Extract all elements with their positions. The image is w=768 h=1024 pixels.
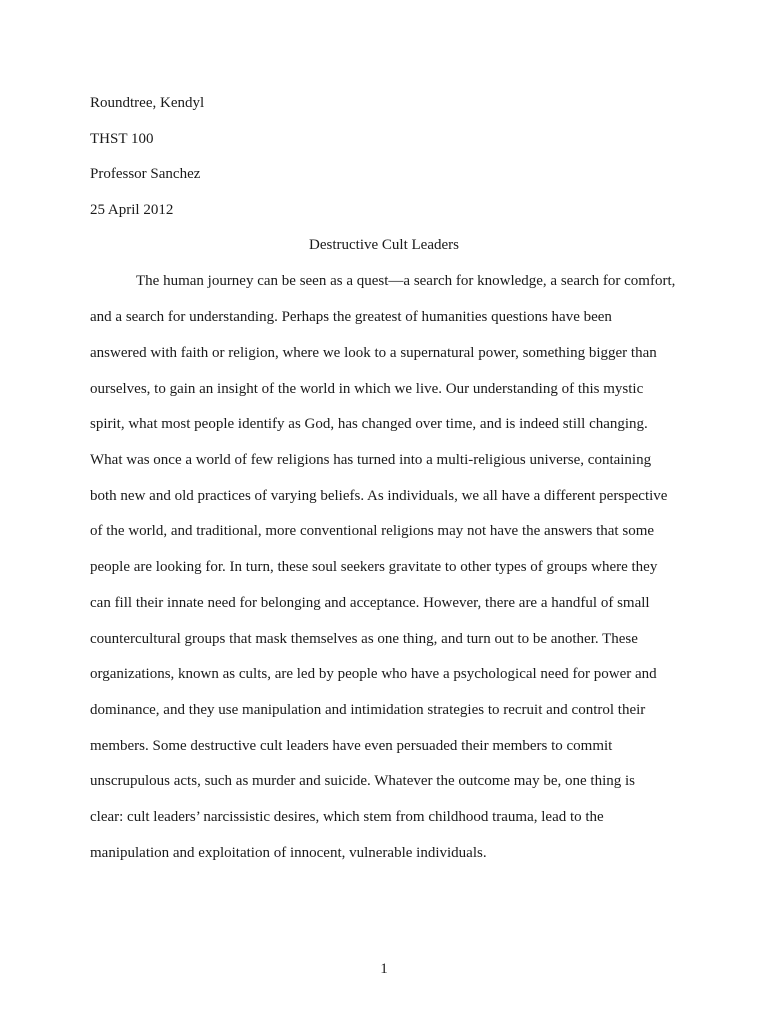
essay-title: Destructive Cult Leaders: [309, 237, 459, 253]
professor-name: Professor Sanchez: [90, 166, 201, 182]
document-date: 25 April 2012: [90, 202, 174, 218]
author-name: Roundtree, Kendyl: [90, 95, 205, 111]
body-line: answered with faith or religion, where we look to a supernatural power, something bigger than: [90, 345, 657, 361]
body-line: spirit, what most people identify as God, has changed over time, and is indeed still changing.: [90, 416, 648, 432]
page-number: 1: [380, 961, 388, 977]
body-line: countercultural groups that mask themselves as one thing, and turn out to be another. These: [90, 631, 638, 647]
body-line: ourselves, to gain an insight of the world in which we live. Our understanding of this mystic: [90, 381, 644, 397]
body-line: clear: cult leaders’ narcissistic desires, which stem from childhood trauma, lead to the: [90, 809, 604, 825]
body-line: What was once a world of few religions has turned into a multi-religious universe, containing: [90, 452, 652, 468]
course-code: THST 100: [90, 131, 154, 147]
body-line: members. Some destructive cult leaders have even persuaded their members to commit: [90, 738, 613, 754]
body-line: of the world, and traditional, more conventional religions may not have the answers that some: [90, 523, 655, 539]
body-line: can fill their innate need for belonging and acceptance. However, there are a handful of small: [90, 595, 650, 611]
body-line: and a search for understanding. Perhaps the greatest of humanities questions have been: [90, 309, 612, 325]
body-line: both new and old practices of varying beliefs. As individuals, we all have a different perspective: [90, 488, 668, 504]
body-line: dominance, and they use manipulation and intimidation strategies to recruit and control their: [90, 702, 646, 718]
body-line: The human journey can be seen as a quest—a search for knowledge, a search for comfort,: [136, 273, 676, 289]
body-line: people are looking for. In turn, these soul seekers gravitate to other types of groups where they: [90, 559, 658, 575]
body-line: unscrupulous acts, such as murder and suicide. Whatever the outcome may be, one thing is: [90, 773, 635, 789]
body-line: organizations, known as cults, are led by people who have a psychological need for power and: [90, 666, 657, 682]
body-line: manipulation and exploitation of innocent, vulnerable individuals.: [90, 845, 487, 861]
